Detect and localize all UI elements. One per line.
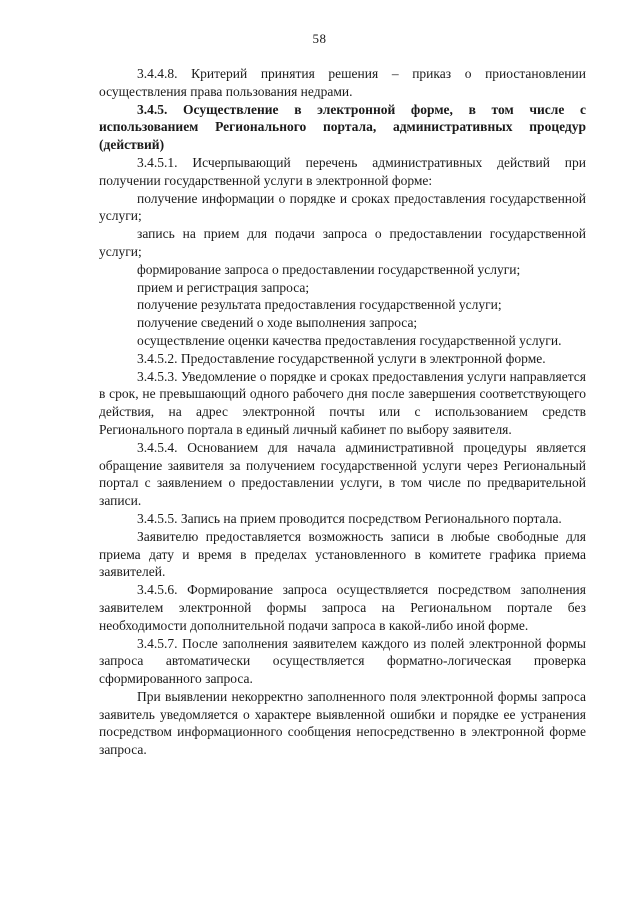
list-item-quality: осуществление оценки качества предоставления государственной услуги. (137, 332, 562, 348)
list-item-appointment: запись на прием для подачи запроса о предоставлении государственной услуги; (99, 226, 586, 259)
list-item-request-forming: формирование запроса о предоставлении государственной услуги; (137, 261, 521, 277)
paragraph-3-4-5-4: 3.4.5.4. Основанием для начала административной процедуры является обращение заявителя за получением государственной услуги через Региональный портал с заявлением о предоставлении услуги, в том числе по предварительной записи. (99, 439, 586, 509)
page-number: 58 (312, 31, 327, 46)
paragraph-3-4-4-8: 3.4.4.8. Критерий принятия решения – приказ о приостановлении осуществления права пользования недрами. (99, 66, 586, 99)
list-item-result: получение результата предоставления государственной услуги; (137, 297, 502, 313)
paragraph-3-4-5-3: 3.4.5.3. Уведомление о порядке и сроках предоставления услуги направляется в срок, не превышающий одного рабочего дня после завершения соответствующего действия, на адрес электронной почты или с использованием средств Регионального портала в единый личный кабинет по выбору заявителя. (99, 368, 586, 437)
paragraph-3-4-5-5: 3.4.5.5. Запись на прием проводится посредством Регионального портала. (137, 510, 562, 526)
list-item-status: получение сведений о ходе выполнения запроса; (137, 315, 418, 331)
paragraph-error-notice: При выявлении некорректно заполненного поля электронной формы запроса заявитель уведомляется о характере выявленной ошибки и порядке ее устранения посредством информационного сообщения непосредственно в электронной форме запроса. (99, 688, 586, 758)
paragraph-3-4-5-7: 3.4.5.7. После заполнения заявителем каждого из полей электронной формы запроса автоматически осуществляется форматно-логическая проверка сформированного запроса. (99, 635, 586, 687)
paragraph-3-4-5-6: 3.4.5.6. Формирование запроса осуществляется посредством заполнения заявителем электронной формы запроса на Региональном портале без необходимости дополнительной подачи запроса в какой-либо иной форме. (99, 582, 586, 633)
list-item-info: получение информации о порядке и сроках предоставления государственной услуги; (99, 190, 586, 224)
section-heading-3-4-5: 3.4.5. Осуществление в электронной форме, в том числе с использованием Регионального портала, административных процедур (действий) (99, 101, 586, 153)
document-body (99, 65, 586, 759)
list-item-registration: прием и регистрация запроса; (137, 279, 310, 295)
paragraph-3-4-5-1: 3.4.5.1. Исчерпывающий перечень административных действий при получении государственной услуги в электронной форме: (99, 154, 586, 188)
paragraph-3-4-5-2: 3.4.5.2. Предоставление государственной услуги в электронной форме. (137, 350, 546, 366)
paragraph-appointment-slots: Заявителю предоставляется возможность записи в любые свободные для приема дату и время в пределах установленного в комитете графика приема заявителей. (99, 528, 586, 580)
